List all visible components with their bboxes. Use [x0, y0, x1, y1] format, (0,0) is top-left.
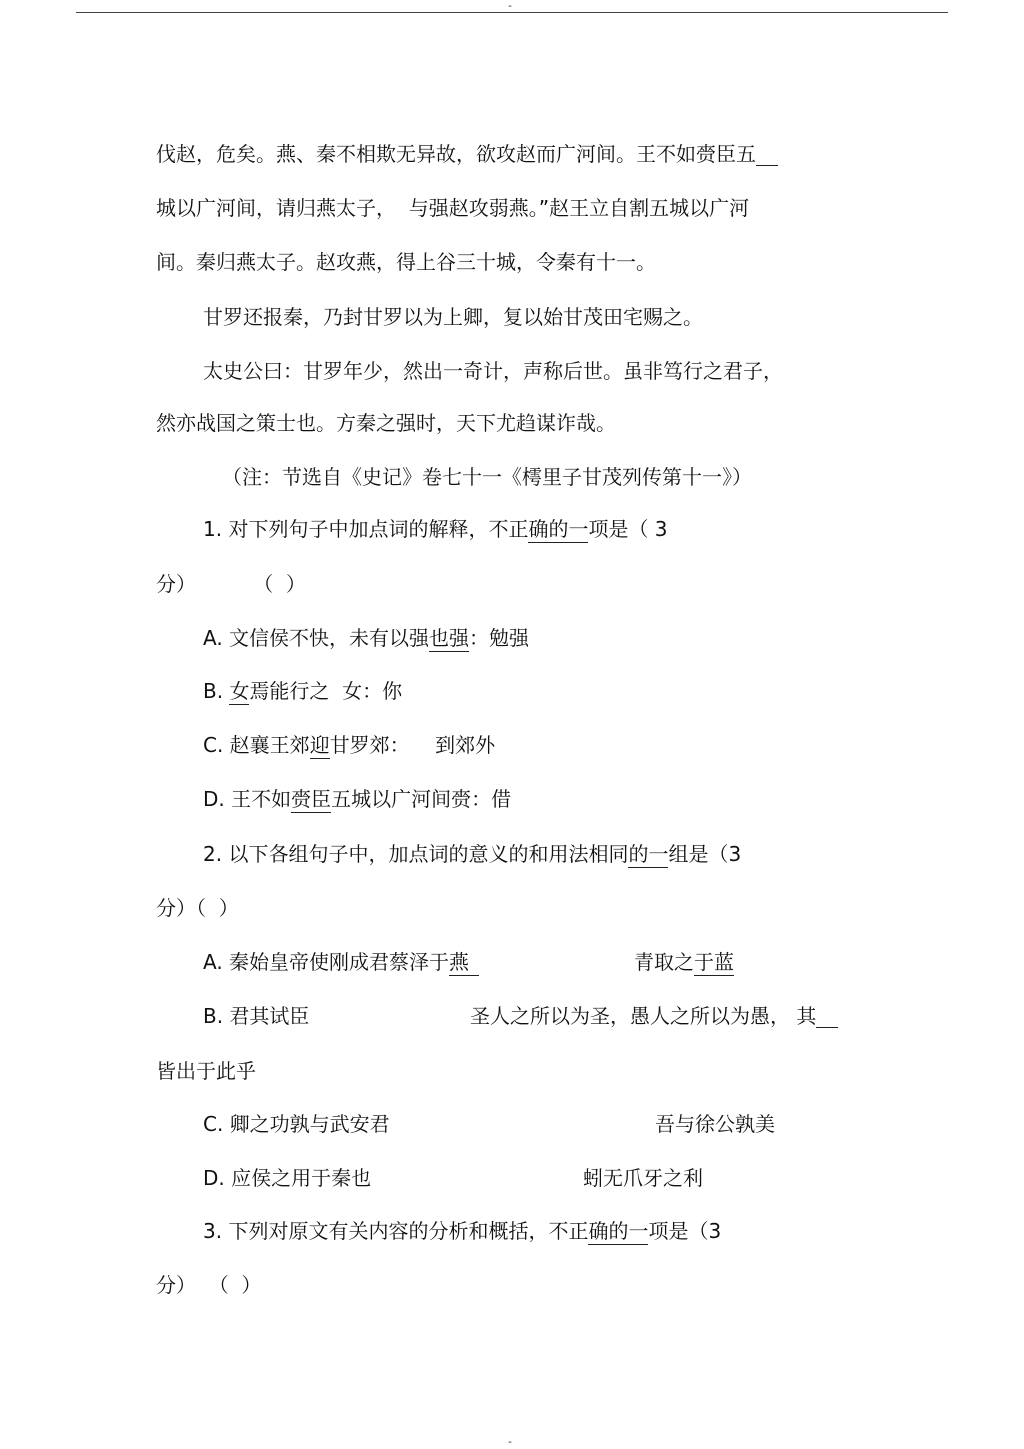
question-2-option-d-left: D. 应侯之用于秦也 [203, 1166, 372, 1190]
question-2-option-a-right: 青取之于蓝 [634, 950, 734, 974]
passage-line: 间。秦归燕太子。赵攻燕，得上谷三十城，令秦有十一。 [156, 250, 656, 274]
passage-line: 伐赵，危矣。燕、秦不相欺无异故，欲攻赵而广河间。王不如赍臣五 [156, 142, 778, 166]
question-3-stem: 3. 下列对原文有关内容的分析和概括，不正确的一项是（3 [203, 1219, 722, 1243]
question-2-stem-cont: 分）（ ） [156, 896, 239, 920]
passage-line: 城以广河间，请归燕太子， 与强赵攻弱燕。”赵王立自割五城以广河 [156, 196, 750, 220]
question-3-stem-cont: 分） （ ） [156, 1273, 262, 1297]
question-1-stem: 1. 对下列句子中加点词的解释，不正确的一项是（ 3 [203, 517, 668, 541]
header-rule [76, 12, 948, 13]
passage-paragraph: 太史公曰：甘罗年少，然出一奇计，声称后世。虽非笃行之君子， [203, 359, 783, 383]
question-2-option-d-right: 蚓无爪牙之利 [583, 1166, 703, 1190]
question-1-option-a: A. 文信侯不快，未有以强也强：勉强 [203, 626, 530, 650]
question-1-stem-cont: 分） （ ） [156, 572, 306, 596]
question-2-option-c-left: C. 卿之功孰与武安君 [203, 1112, 390, 1136]
question-2-option-c-right: 吾与徐公孰美 [655, 1112, 775, 1136]
page-top-mark: - [508, 0, 512, 12]
blank-underline [756, 144, 778, 166]
question-2-stem: 2. 以下各组句子中，加点词的意义的和用法相同的一组是（3 [203, 842, 742, 866]
blank-underline [816, 1006, 838, 1028]
question-1-option-b: B. 女焉能行之 女：你 [203, 679, 403, 703]
question-2-option-b-cont: 皆出于此乎 [156, 1059, 256, 1083]
question-2-option-a-left: A. 秦始皇帝使刚成君蔡泽于燕 [203, 950, 479, 974]
question-1-option-c: C. 赵襄王郊迎甘罗郊： 到郊外 [203, 733, 496, 757]
source-note: （注：节选自《史记》卷七十一《樗里子甘茂列传第十一》） [222, 465, 752, 489]
passage-line: 然亦战国之策士也。方秦之强时，天下尤趋谋诈哉。 [156, 411, 616, 435]
question-2-option-b-right: 圣人之所以为圣，愚人之所以为愚， 其 [470, 1004, 838, 1028]
passage-paragraph: 甘罗还报秦，乃封甘罗以为上卿，复以始甘茂田宅赐之。 [203, 305, 703, 329]
page-bottom-mark: - [508, 1435, 512, 1448]
question-2-option-b-left: B. 君其试臣 [203, 1004, 310, 1028]
question-1-option-d: D. 王不如赍臣五城以广河间赍：借 [203, 787, 512, 811]
